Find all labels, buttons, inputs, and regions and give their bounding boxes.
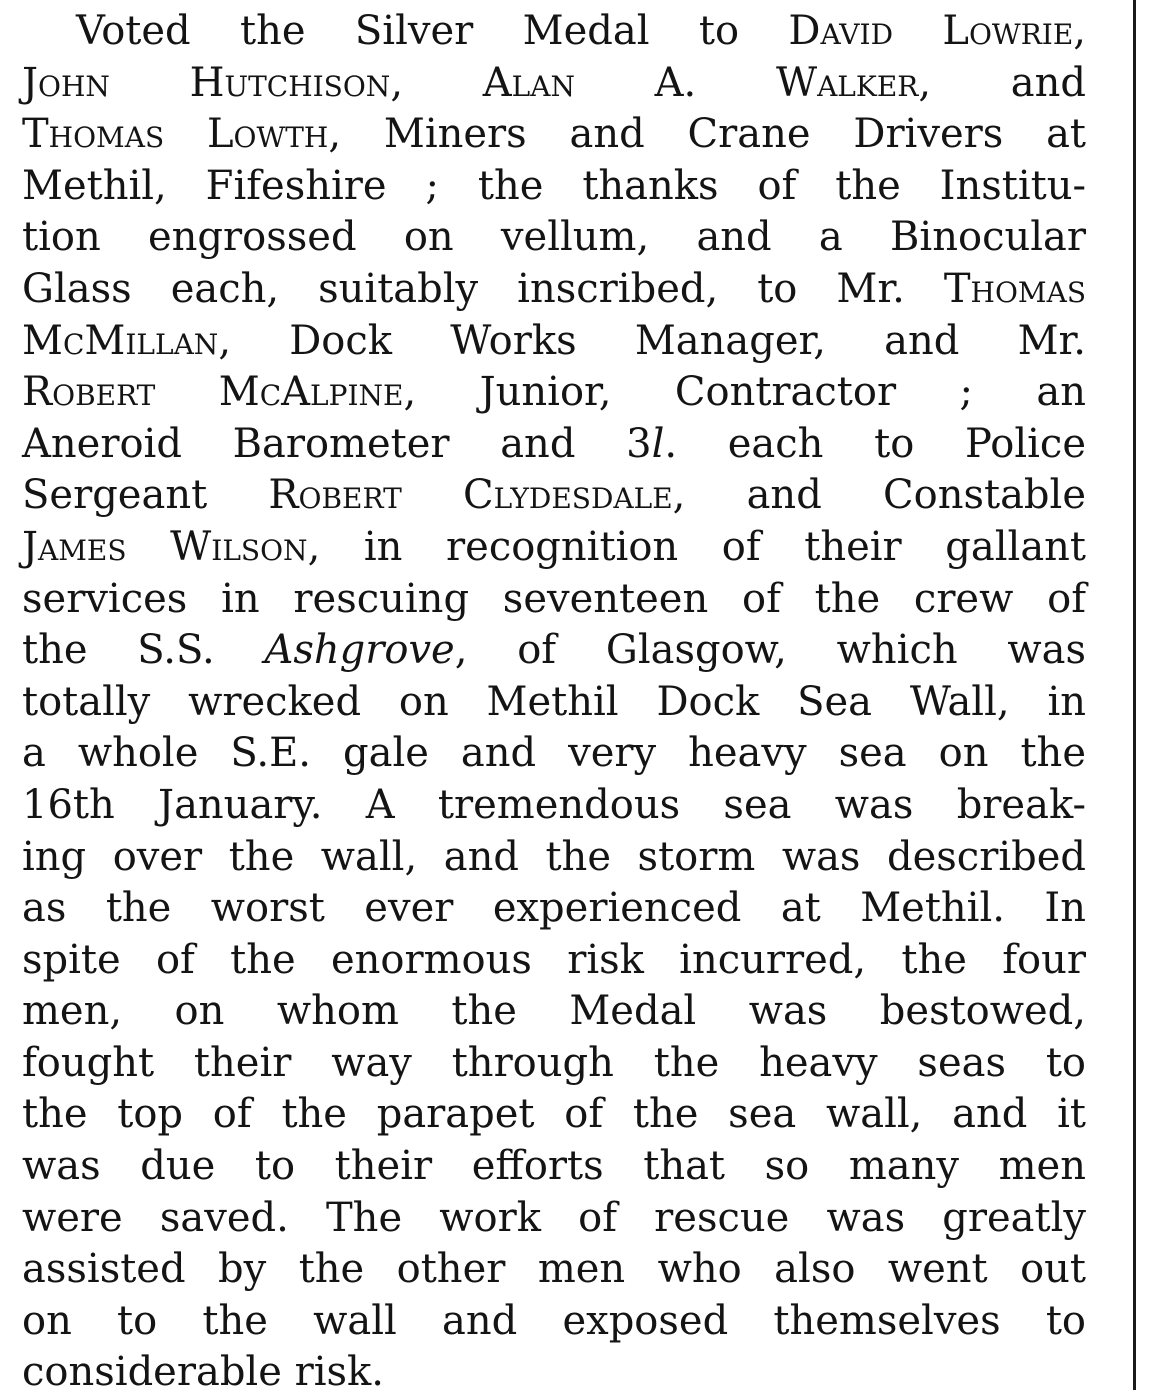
text-line: Sergeant Robert Clydesdale, and Constable	[22, 472, 1086, 519]
text-line: men, on whom the Medal was bestowed,	[22, 988, 1086, 1035]
person-name: David Lowrie	[788, 8, 1074, 54]
currency-mark: l	[651, 420, 665, 467]
person-name: Thomas Lowth	[22, 111, 329, 158]
text-line: a whole S.E. gale and very heavy sea on the	[22, 730, 1086, 777]
person-name: Robert Clydesdale	[268, 472, 673, 519]
text-line: 16th January. A tremendous sea was break-	[22, 781, 1086, 828]
text-line: Glass each, suitably inscribed, to Mr. Thomas	[22, 265, 1086, 312]
text-line: tion engrossed on vellum, and a Binocular	[22, 214, 1086, 261]
person-name: Thomas	[943, 265, 1086, 312]
person-name: Alan A. Walker	[482, 59, 919, 106]
person-name: Robert McAlpine	[22, 369, 404, 416]
text-line: fought their way through the heavy seas to	[22, 1039, 1086, 1086]
text-line: totally wrecked on Methil Dock Sea Wall, in	[22, 678, 1086, 725]
text-line: spite of the enormous risk incurred, the four	[22, 936, 1086, 983]
text-line: as the worst ever experienced at Methil. In	[22, 885, 1086, 932]
ship-name: Ashgrove	[264, 627, 455, 674]
text-line: the top of the parapet of the sea wall, and it	[22, 1091, 1086, 1138]
text-line: assisted by the other men who also went out	[22, 1246, 1086, 1293]
person-name: James Wilson	[22, 523, 308, 570]
text-line: Voted the Silver Medal to David Lowrie,	[76, 8, 1086, 54]
text-line: Robert McAlpine, Junior, Contractor ; an	[22, 369, 1086, 416]
text-line: ing over the wall, and the storm was described	[22, 833, 1086, 880]
article-paragraph	[22, 6, 1086, 1399]
text-line: Thomas Lowth, Miners and Crane Drivers at	[22, 111, 1087, 158]
person-name: McMillan	[22, 317, 219, 364]
text-line: John Hutchison, Alan A. Walker, and	[22, 59, 1086, 106]
text-line: were saved. The work of rescue was greatly	[22, 1194, 1086, 1241]
text-line: the S.S. Ashgrove, of Glasgow, which was	[22, 627, 1087, 674]
text-line: on to the wall and exposed themselves to	[22, 1297, 1086, 1344]
text-line: considerable risk.	[22, 1349, 384, 1396]
column-rule	[1133, 0, 1136, 1390]
text-line: services in rescuing seventeen of the crew of	[22, 575, 1086, 622]
person-name: John Hutchison	[22, 59, 391, 106]
text-line: Aneroid Barometer and 3l. each to Police	[22, 420, 1086, 467]
text-line: Methil, Fifeshire ; the thanks of the Institu-	[22, 162, 1086, 209]
text-line: James Wilson, in recognition of their gallant	[22, 523, 1086, 570]
text-line: was due to their efforts that so many men	[22, 1143, 1086, 1190]
text-line: McMillan, Dock Works Manager, and Mr.	[22, 317, 1086, 364]
